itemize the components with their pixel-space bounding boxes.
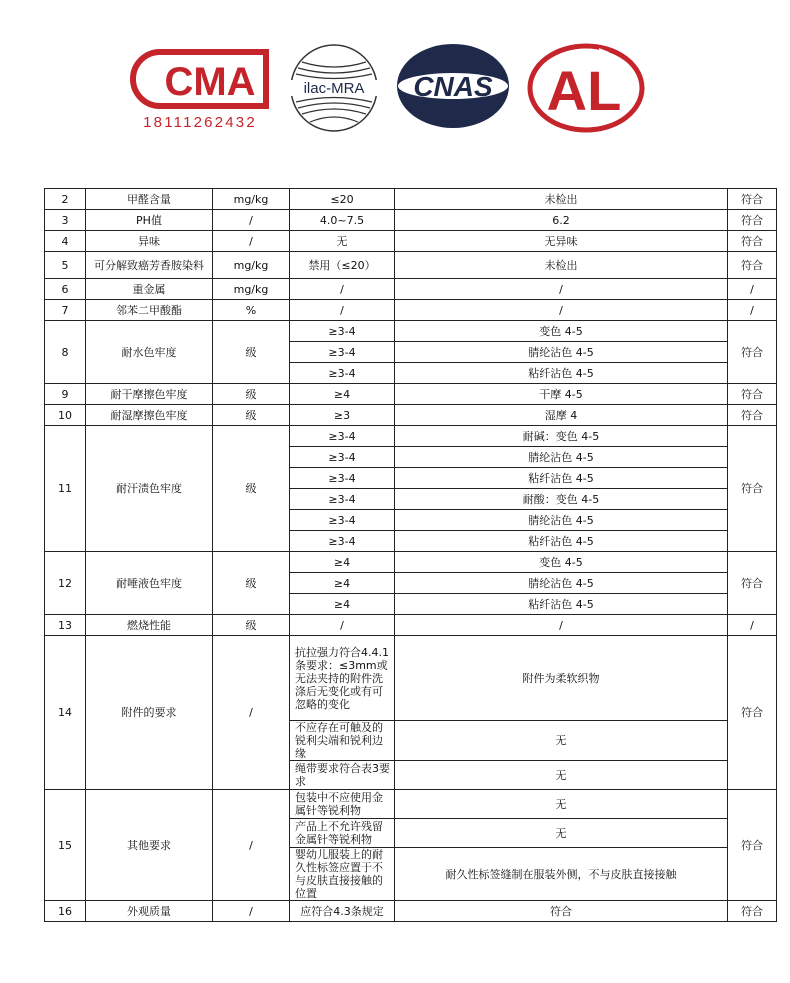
verdict: 符合 <box>728 231 777 252</box>
verdict: 符合 <box>728 321 777 384</box>
row-number: 15 <box>45 790 86 901</box>
requirement: ≥3-4 <box>290 342 395 363</box>
ilac-mra-logo <box>288 42 380 134</box>
test-result: 6.2 <box>395 210 728 231</box>
test-item: 耐湿摩擦色牢度 <box>86 405 213 426</box>
cnas-logo <box>394 40 512 132</box>
row-number: 9 <box>45 384 86 405</box>
requirement: 婴幼儿服装上的耐久性标签应置于不与皮肤直接接触的位置 <box>290 848 395 901</box>
requirement: ≥3-4 <box>290 531 395 552</box>
al-logo <box>527 42 645 134</box>
table-row <box>45 405 777 426</box>
test-result: 耐酸：变色 4-5 <box>395 489 728 510</box>
requirement: / <box>290 615 395 636</box>
test-result: 粘纤沾色 4-5 <box>395 363 728 384</box>
row-number: 8 <box>45 321 86 384</box>
table-row <box>45 552 777 573</box>
test-item: 重金属 <box>86 279 213 300</box>
test-result: 无 <box>395 761 728 790</box>
table-row <box>45 252 777 279</box>
table-row <box>45 901 777 922</box>
verdict: 符合 <box>728 252 777 279</box>
requirement: 无 <box>290 231 395 252</box>
requirement: ≥3 <box>290 405 395 426</box>
unit: 级 <box>213 615 290 636</box>
test-result: 变色 4-5 <box>395 321 728 342</box>
unit: mg/kg <box>213 189 290 210</box>
cma-certificate-number: 18111262432 <box>143 114 257 131</box>
unit: / <box>213 901 290 922</box>
unit: / <box>213 210 290 231</box>
unit: 级 <box>213 552 290 615</box>
requirement: ≥4 <box>290 594 395 615</box>
test-result: 未检出 <box>395 252 728 279</box>
verdict: 符合 <box>728 636 777 790</box>
requirement: ≥3-4 <box>290 468 395 489</box>
test-result: 干摩 4-5 <box>395 384 728 405</box>
unit: 级 <box>213 384 290 405</box>
unit: 级 <box>213 426 290 552</box>
unit: / <box>213 790 290 901</box>
requirement: 绳带要求符合表3要求 <box>290 761 395 790</box>
cma-logo-text: CMA <box>164 60 256 104</box>
test-result: 粘纤沾色 4-5 <box>395 531 728 552</box>
test-item: PH值 <box>86 210 213 231</box>
test-item: 邻苯二甲酸酯 <box>86 300 213 321</box>
requirement: ≥3-4 <box>290 363 395 384</box>
test-item: 其他要求 <box>86 790 213 901</box>
test-result: 未检出 <box>395 189 728 210</box>
unit: / <box>213 636 290 790</box>
table-row <box>45 426 777 447</box>
test-result: 无 <box>395 790 728 819</box>
table-row <box>45 210 777 231</box>
row-number: 3 <box>45 210 86 231</box>
requirement: ≥3-4 <box>290 510 395 531</box>
verdict: 符合 <box>728 405 777 426</box>
verdict: 符合 <box>728 384 777 405</box>
unit: mg/kg <box>213 279 290 300</box>
row-number: 10 <box>45 405 86 426</box>
test-item: 甲醛含量 <box>86 189 213 210</box>
verdict: / <box>728 615 777 636</box>
certification-logos <box>0 0 790 150</box>
requirement: 包装中不应使用金属针等锐利物 <box>290 790 395 819</box>
test-result: 无 <box>395 721 728 761</box>
test-item: 附件的要求 <box>86 636 213 790</box>
requirement: ≥3-4 <box>290 489 395 510</box>
test-result: 腈纶沾色 4-5 <box>395 447 728 468</box>
test-item: 耐干摩擦色牢度 <box>86 384 213 405</box>
verdict: 符合 <box>728 189 777 210</box>
row-number: 5 <box>45 252 86 279</box>
test-result: 耐碱：变色 4-5 <box>395 426 728 447</box>
table-row <box>45 231 777 252</box>
requirement: / <box>290 279 395 300</box>
row-number: 16 <box>45 901 86 922</box>
test-result: / <box>395 300 728 321</box>
table-row <box>45 321 777 342</box>
test-result: 粘纤沾色 4-5 <box>395 594 728 615</box>
unit: 级 <box>213 321 290 384</box>
table-row <box>45 615 777 636</box>
table-row <box>45 279 777 300</box>
verdict: 符合 <box>728 210 777 231</box>
test-item: 外观质量 <box>86 901 213 922</box>
row-number: 14 <box>45 636 86 790</box>
test-result: 耐久性标签缝制在服装外侧，不与皮肤直接接触 <box>395 848 728 901</box>
requirement: ≥4 <box>290 384 395 405</box>
requirement: ≥4 <box>290 573 395 594</box>
table-row <box>45 300 777 321</box>
requirement: 不应存在可触及的锐利尖端和锐利边缘 <box>290 721 395 761</box>
test-result: 粘纤沾色 4-5 <box>395 468 728 489</box>
row-number: 4 <box>45 231 86 252</box>
test-item: 异味 <box>86 231 213 252</box>
test-result: 湿摩 4 <box>395 405 728 426</box>
requirement: ≥3-4 <box>290 321 395 342</box>
requirement: 4.0~7.5 <box>290 210 395 231</box>
requirement: 产品上不允许残留金属针等锐利物 <box>290 819 395 848</box>
test-result: 无异味 <box>395 231 728 252</box>
row-number: 13 <box>45 615 86 636</box>
requirement: ≥4 <box>290 552 395 573</box>
ilac-mra-text: ilac-MRA <box>303 80 365 97</box>
row-number: 11 <box>45 426 86 552</box>
test-result: 变色 4-5 <box>395 552 728 573</box>
unit: % <box>213 300 290 321</box>
test-result: / <box>395 615 728 636</box>
requirement: 抗拉强力符合4.4.1条要求：≤3mm或无法夹持的附件洗涤后无变化或有可忽略的变化 <box>290 636 395 721</box>
table-row <box>45 636 777 721</box>
row-number: 12 <box>45 552 86 615</box>
test-result: / <box>395 279 728 300</box>
requirement: ≥3-4 <box>290 447 395 468</box>
unit: mg/kg <box>213 252 290 279</box>
unit: / <box>213 231 290 252</box>
test-result: 无 <box>395 819 728 848</box>
test-result: 腈纶沾色 4-5 <box>395 573 728 594</box>
verdict: / <box>728 300 777 321</box>
test-item: 耐汗渍色牢度 <box>86 426 213 552</box>
requirement: ≤20 <box>290 189 395 210</box>
test-item: 耐水色牢度 <box>86 321 213 384</box>
test-item: 耐唾液色牢度 <box>86 552 213 615</box>
test-result: 腈纶沾色 4-5 <box>395 342 728 363</box>
requirement: / <box>290 300 395 321</box>
table-row <box>45 790 777 819</box>
row-number: 2 <box>45 189 86 210</box>
requirement: 应符合4.3条规定 <box>290 901 395 922</box>
test-result: 腈纶沾色 4-5 <box>395 510 728 531</box>
verdict: 符合 <box>728 790 777 901</box>
cnas-text: CNAS <box>413 71 493 102</box>
verdict: 符合 <box>728 552 777 615</box>
test-result: 附件为柔软织物 <box>395 636 728 721</box>
table-row <box>45 384 777 405</box>
requirement: ≥3-4 <box>290 426 395 447</box>
al-text: AL <box>546 59 622 122</box>
row-number: 7 <box>45 300 86 321</box>
table-row <box>45 189 777 210</box>
test-item: 可分解致癌芳香胺染料 <box>86 252 213 279</box>
test-result-table <box>44 188 777 922</box>
test-result: 符合 <box>395 901 728 922</box>
unit: 级 <box>213 405 290 426</box>
test-item: 燃烧性能 <box>86 615 213 636</box>
verdict: / <box>728 279 777 300</box>
cma-logo <box>130 48 270 110</box>
requirement: 禁用（≤20） <box>290 252 395 279</box>
row-number: 6 <box>45 279 86 300</box>
verdict: 符合 <box>728 426 777 552</box>
verdict: 符合 <box>728 901 777 922</box>
